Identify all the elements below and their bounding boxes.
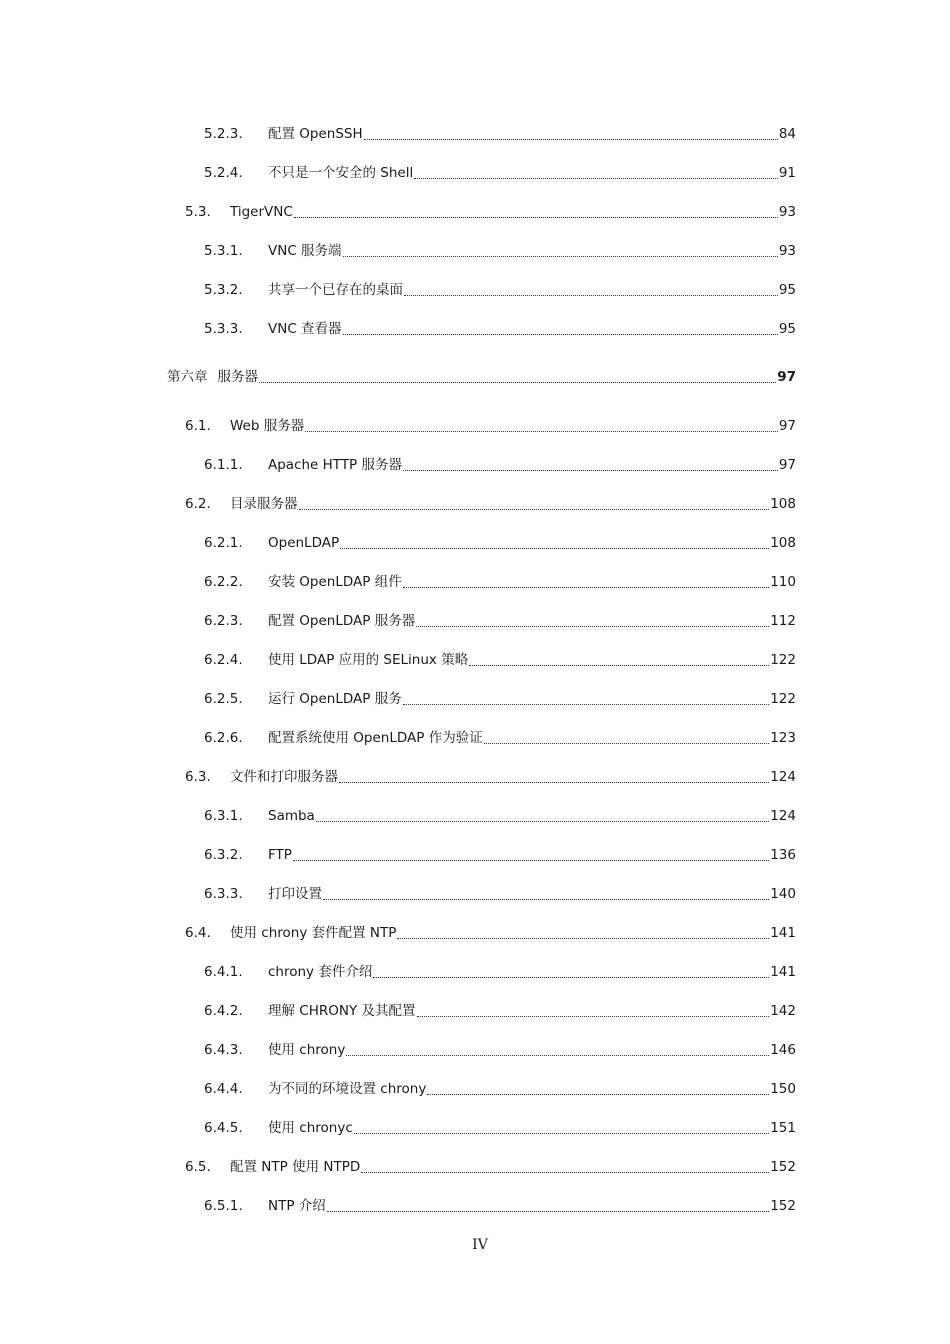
dot-leader — [346, 1039, 769, 1061]
toc-entry-chapter-6[interactable] — [167, 366, 796, 388]
dot-leader — [397, 922, 769, 944]
toc-page-number: 124 — [770, 769, 796, 785]
toc-number: 6.4.5. — [204, 1120, 243, 1136]
toc-title: 使用 LDAP 应用的 SELinux 策略 — [268, 652, 469, 668]
toc-entry-5-3[interactable] — [185, 201, 796, 223]
toc-title: 配置 OpenSSH — [268, 126, 363, 142]
dot-leader — [343, 240, 778, 262]
toc-number: 6.2. — [185, 496, 211, 512]
toc-page-number: 140 — [770, 886, 796, 902]
toc-page-number: 95 — [778, 321, 796, 337]
toc-number: 6.2.3. — [204, 613, 243, 629]
dot-leader — [323, 883, 769, 905]
toc-number: 6.2.5. — [204, 691, 243, 707]
dot-leader — [427, 1078, 769, 1100]
toc-number: 5.2.3. — [204, 126, 243, 142]
toc-title: Apache HTTP 服务器 — [268, 457, 402, 473]
toc-page-number: 91 — [778, 165, 796, 181]
dot-leader — [414, 162, 778, 184]
toc-entry-6-4[interactable] — [185, 922, 796, 944]
toc-entry-6-1-1[interactable] — [204, 454, 796, 476]
toc-number: 5.3.3. — [204, 321, 243, 337]
toc-title: 理解 CHRONY 及其配置 — [268, 1003, 416, 1019]
toc-entry-6-4-1[interactable] — [204, 961, 796, 983]
dot-leader — [403, 454, 778, 476]
toc-page-number: 152 — [770, 1198, 796, 1214]
toc-number: 6.5. — [185, 1159, 211, 1175]
toc-page-number: 97 — [777, 369, 796, 385]
toc-page-number: 112 — [770, 613, 796, 629]
toc-title: 共享一个已存在的桌面 — [268, 282, 403, 298]
toc-page-number: 93 — [778, 243, 796, 259]
toc-title: Samba — [268, 808, 315, 824]
toc-entry-6-2-4[interactable] — [204, 649, 796, 671]
toc-page-number: 108 — [770, 535, 796, 551]
dot-leader — [484, 727, 770, 749]
toc-title: 配置系统使用 OpenLDAP 作为验证 — [268, 730, 483, 746]
toc-number: 6.4.3. — [204, 1042, 243, 1058]
toc-entry-5-3-3[interactable] — [204, 318, 796, 340]
toc-page-number: 97 — [778, 457, 796, 473]
dot-leader — [373, 961, 769, 983]
toc-number: 6.2.1. — [204, 535, 243, 551]
toc-title: 使用 chrony — [268, 1042, 346, 1058]
toc-title: 服务器 — [217, 369, 258, 385]
toc-title: FTP — [268, 847, 292, 863]
toc-page-number: 151 — [770, 1120, 796, 1136]
toc-entry-6-4-3[interactable] — [204, 1039, 796, 1061]
toc-page-number: 84 — [778, 126, 796, 142]
toc-entry-6-3-2[interactable] — [204, 844, 796, 866]
toc-number: 6.4. — [185, 925, 211, 941]
toc-page-number: 146 — [770, 1042, 796, 1058]
toc-title: NTP 介绍 — [268, 1198, 326, 1214]
toc-page-number: 95 — [778, 282, 796, 298]
toc-chapter-number: 第六章 — [167, 369, 208, 385]
toc-title: OpenLDAP — [268, 535, 340, 551]
dot-leader — [404, 279, 778, 301]
toc-entry-6-2-2[interactable] — [204, 571, 796, 593]
dot-leader — [361, 1156, 769, 1178]
toc-title: 使用 chrony 套件配置 NTP — [230, 925, 397, 941]
toc-title: chrony 套件介绍 — [268, 964, 373, 980]
toc-entry-6-3-1[interactable] — [204, 805, 796, 827]
dot-leader — [417, 1000, 770, 1022]
toc-number: 6.2.2. — [204, 574, 243, 590]
toc-title: Web 服务器 — [230, 418, 305, 434]
toc-number: 5.2.4. — [204, 165, 243, 181]
toc-entry-5-3-1[interactable] — [204, 240, 796, 262]
toc-entry-6-2-5[interactable] — [204, 688, 796, 710]
dot-leader — [316, 805, 769, 827]
toc-title: VNC 查看器 — [268, 321, 342, 337]
toc-page-number: 110 — [770, 574, 796, 590]
dot-leader — [327, 1195, 769, 1217]
toc-number: 6.3.3. — [204, 886, 243, 902]
dot-leader — [354, 1117, 769, 1139]
toc-entry-6-4-5[interactable] — [204, 1117, 796, 1139]
toc-title: 不只是一个安全的 Shell — [268, 165, 414, 181]
toc-number: 5.3. — [185, 204, 211, 220]
dot-leader — [403, 571, 770, 593]
toc-title: 安装 OpenLDAP 组件 — [268, 574, 402, 590]
toc-number: 6.3.2. — [204, 847, 243, 863]
toc-entry-6-3-3[interactable] — [204, 883, 796, 905]
dot-leader — [293, 844, 769, 866]
toc-number: 5.3.1. — [204, 243, 243, 259]
toc-page-number: 97 — [778, 418, 796, 434]
dot-leader — [259, 366, 776, 388]
toc-title: 配置 NTP 使用 NTPD — [230, 1159, 361, 1175]
toc-title: 目录服务器 — [230, 496, 298, 512]
toc-page-number: 150 — [770, 1081, 796, 1097]
toc-title: 打印设置 — [268, 886, 322, 902]
toc-page-number: 141 — [770, 964, 796, 980]
toc-entry-6-5-1[interactable] — [204, 1195, 796, 1217]
toc-page-number: 136 — [770, 847, 796, 863]
toc-page-number: 124 — [770, 808, 796, 824]
toc-title: 使用 chronyc — [268, 1120, 353, 1136]
toc-page-number: 93 — [778, 204, 796, 220]
dot-leader — [364, 123, 778, 145]
toc-number: 6.4.1. — [204, 964, 243, 980]
toc-page-number: 142 — [770, 1003, 796, 1019]
dot-leader — [416, 610, 769, 632]
toc-entry-6-5[interactable] — [185, 1156, 796, 1178]
toc-number: 6.5.1. — [204, 1198, 243, 1214]
dot-leader — [343, 318, 778, 340]
toc-entry-6-2[interactable] — [185, 493, 796, 515]
toc-entry-6-2-3[interactable] — [204, 610, 796, 632]
toc-title: 文件和打印服务器 — [230, 769, 338, 785]
dot-leader — [305, 415, 778, 437]
toc-number: 6.4.2. — [204, 1003, 243, 1019]
dot-leader — [299, 493, 770, 515]
dot-leader — [339, 766, 769, 788]
toc-number: 6.3. — [185, 769, 211, 785]
toc-page-number: 141 — [770, 925, 796, 941]
dot-leader — [294, 201, 778, 223]
toc-title: VNC 服务端 — [268, 243, 342, 259]
toc-entry-6-2-6[interactable] — [204, 727, 796, 749]
toc-entry-5-2-4[interactable] — [204, 162, 796, 184]
dot-leader — [403, 688, 770, 710]
dot-leader — [469, 649, 769, 671]
page-footer-number: IV — [472, 1237, 488, 1253]
toc-number: 5.3.2. — [204, 282, 243, 298]
toc-entry-5-3-2[interactable] — [204, 279, 796, 301]
toc-entry-6-4-4[interactable] — [204, 1078, 796, 1100]
toc-page-number: 122 — [770, 691, 796, 707]
toc-number: 6.2.6. — [204, 730, 243, 746]
toc-title: TigerVNC — [230, 204, 293, 220]
toc-page-number: 108 — [770, 496, 796, 512]
toc-number: 6.2.4. — [204, 652, 243, 668]
toc-title: 运行 OpenLDAP 服务 — [268, 691, 402, 707]
toc-number: 6.3.1. — [204, 808, 243, 824]
toc-page-number: 122 — [770, 652, 796, 668]
dot-leader — [340, 532, 769, 554]
toc-entry-6-2-1[interactable] — [204, 532, 796, 554]
toc-entry-5-2-3[interactable] — [204, 123, 796, 145]
toc-entry-6-3[interactable] — [185, 766, 796, 788]
toc-number: 6.4.4. — [204, 1081, 243, 1097]
toc-page-number: 123 — [770, 730, 796, 746]
toc-entry-6-4-2[interactable] — [204, 1000, 796, 1022]
toc-title: 为不同的环境设置 chrony — [268, 1081, 427, 1097]
toc-number: 6.1. — [185, 418, 211, 434]
toc-title: 配置 OpenLDAP 服务器 — [268, 613, 416, 629]
toc-page-number: 152 — [770, 1159, 796, 1175]
toc-number: 6.1.1. — [204, 457, 243, 473]
toc-entry-6-1[interactable] — [185, 415, 796, 437]
